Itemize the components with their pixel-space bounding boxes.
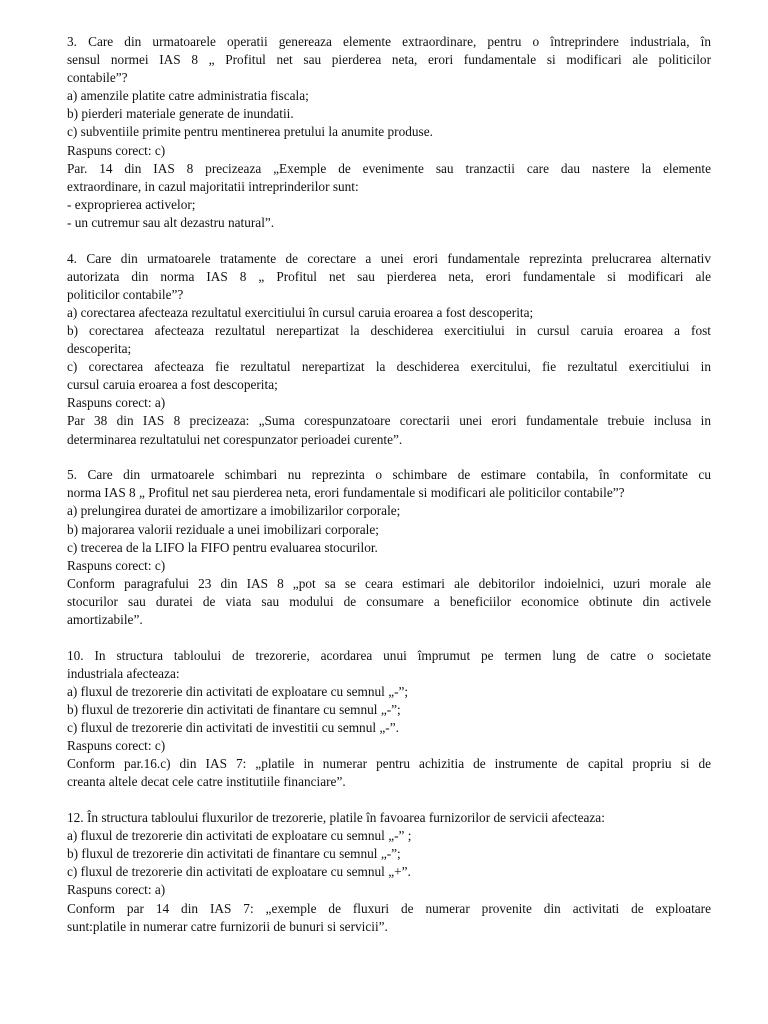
text-line: Par 38 din IAS 8 precizeaza: „Suma corespunzatoare corectarii unei erori fundamentale trebuie inclusa in <box>67 413 711 429</box>
text-line: Raspuns corect: a) <box>67 395 166 411</box>
text-line: Raspuns corect: c) <box>67 142 166 158</box>
text-line: b) pierderi materiale generate de inundatii. <box>67 106 294 122</box>
text-line: cursul caruia eroarea a fost descoperita; <box>67 377 278 393</box>
question-block <box>67 33 711 232</box>
text-line: c) subventiile primite pentru mentinerea pretului la anumite produse. <box>67 124 433 140</box>
text-line: 4. Care din urmatoarele tratamente de corectare a unei erori fundamentale reprezinta prelucrarea alternativ <box>67 250 711 266</box>
text-line: 10. In structura tabloului de trezorerie, acordarea unui împrumut pe termen lung de catre o societate <box>67 647 711 663</box>
text-line: Conform paragrafului 23 din IAS 8 „pot sa se ceara estimari ale debitorilor indoielnici, uzuri morale ale <box>67 575 711 591</box>
text-line: autorizata din norma IAS 8 „ Profitul net sau pierderea neta, erori fundamentale si modificari ale <box>67 268 711 284</box>
text-line: Conform par 14 din IAS 7: „exemple de fluxuri de numerar provenite din activitati de exploatare <box>67 900 711 916</box>
text-line: c) fluxul de trezorerie din activitati de investitii cu semnul „-”. <box>67 720 399 736</box>
text-line: a) amenzile platite catre administratia fiscala; <box>67 88 309 104</box>
question-block <box>67 647 711 792</box>
text-line: c) fluxul de trezorerie din activitati de exploatare cu semnul „+”. <box>67 864 411 880</box>
text-line: amortizabile”. <box>67 612 143 627</box>
text-line: creanta altele decat cele catre institutiile financiare”. <box>67 774 346 790</box>
text-line: Raspuns corect: c) <box>67 738 166 754</box>
text-line: determinarea rezultatului net corespunzator perioadei curente”. <box>67 431 403 447</box>
question-block <box>67 809 711 936</box>
text-line: b) fluxul de trezorerie din activitati de finantare cu semnul „-”; <box>67 701 401 717</box>
text-line: a) fluxul de trezorerie din activitati de exploatare cu semnul „-” ; <box>67 828 412 844</box>
document-page <box>67 33 711 953</box>
text-line: 12. În structura tabloului fluxurilor de trezorerie, platile în favoarea furnizorilor de servicii afecteaza: <box>67 810 605 826</box>
text-line: a) fluxul de trezorerie din activitati de exploatare cu semnul „-”; <box>67 683 409 699</box>
text-line: industriala afecteaza: <box>67 665 180 681</box>
text-line: a) corectarea afecteaza rezultatul exercitiului în cursul caruia eroarea a fost descoperita; <box>67 304 534 320</box>
text-line: sunt:platile in numerar catre furnizorii de bunuri si servicii”. <box>67 918 388 934</box>
text-line: descoperita; <box>67 341 132 357</box>
text-line: b) corectarea afecteaza rezultatul nerepartizat la deschiderea exercitiului in cursul caruia eroarea a fost <box>67 323 711 338</box>
text-line: politicilor contabile”? <box>67 286 184 302</box>
text-line: Conform par.16.c) din IAS 7: „platile in numerar pentru achizitia de instrumente de capital propriu si de <box>67 756 711 772</box>
text-line: - un cutremur sau alt dezastru natural”. <box>67 214 275 230</box>
text-line: b) fluxul de trezorerie din activitati de finantare cu semnul „-”; <box>67 846 401 862</box>
text-line: Par. 14 din IAS 8 precizeaza „Exemple de evenimente sau tranzactii care dau nastere la elemente <box>67 160 711 176</box>
text-line: c) trecerea de la LIFO la FIFO pentru evaluarea stocurilor. <box>67 539 378 555</box>
text-line: extraordinare, in cazul majoritatii intreprinderilor sunt: <box>67 178 359 194</box>
text-line: sensul normei IAS 8 „ Profitul net sau pierderea neta, erori fundamentale si modificari ale politicilor <box>67 52 711 68</box>
text-line: Raspuns corect: c) <box>67 557 166 573</box>
text-line: contabile”? <box>67 70 128 86</box>
text-line: - exproprierea activelor; <box>67 196 196 212</box>
text-line: Raspuns corect: a) <box>67 882 166 898</box>
text-line: norma IAS 8 „ Profitul net sau pierderea neta, erori fundamentale si modificari ale politicilor contabile”? <box>67 485 625 501</box>
text-line: a) prelungirea duratei de amortizare a imobilizarilor corporale; <box>67 503 401 519</box>
question-block <box>67 250 711 449</box>
text-line: c) corectarea afecteaza fie rezultatul nerepartizat la deschiderea exercitului, fie rezultatul exercitiului in <box>67 359 711 375</box>
text-line: 5. Care din urmatoarele schimbari nu reprezinta o schimbare de estimare contabila, în conformitate cu <box>67 467 711 483</box>
text-line: stocurilor sau duratei de viata sau modului de consumare a beneficiilor economice obtinute din activele <box>67 593 711 609</box>
text-line: b) majorarea valorii reziduale a unei imobilizari corporale; <box>67 521 379 537</box>
question-block <box>67 466 711 629</box>
text-line: 3. Care din urmatoarele operatii genereaza elemente extraordinare, pentru o întreprindere industriala, în <box>67 34 711 49</box>
